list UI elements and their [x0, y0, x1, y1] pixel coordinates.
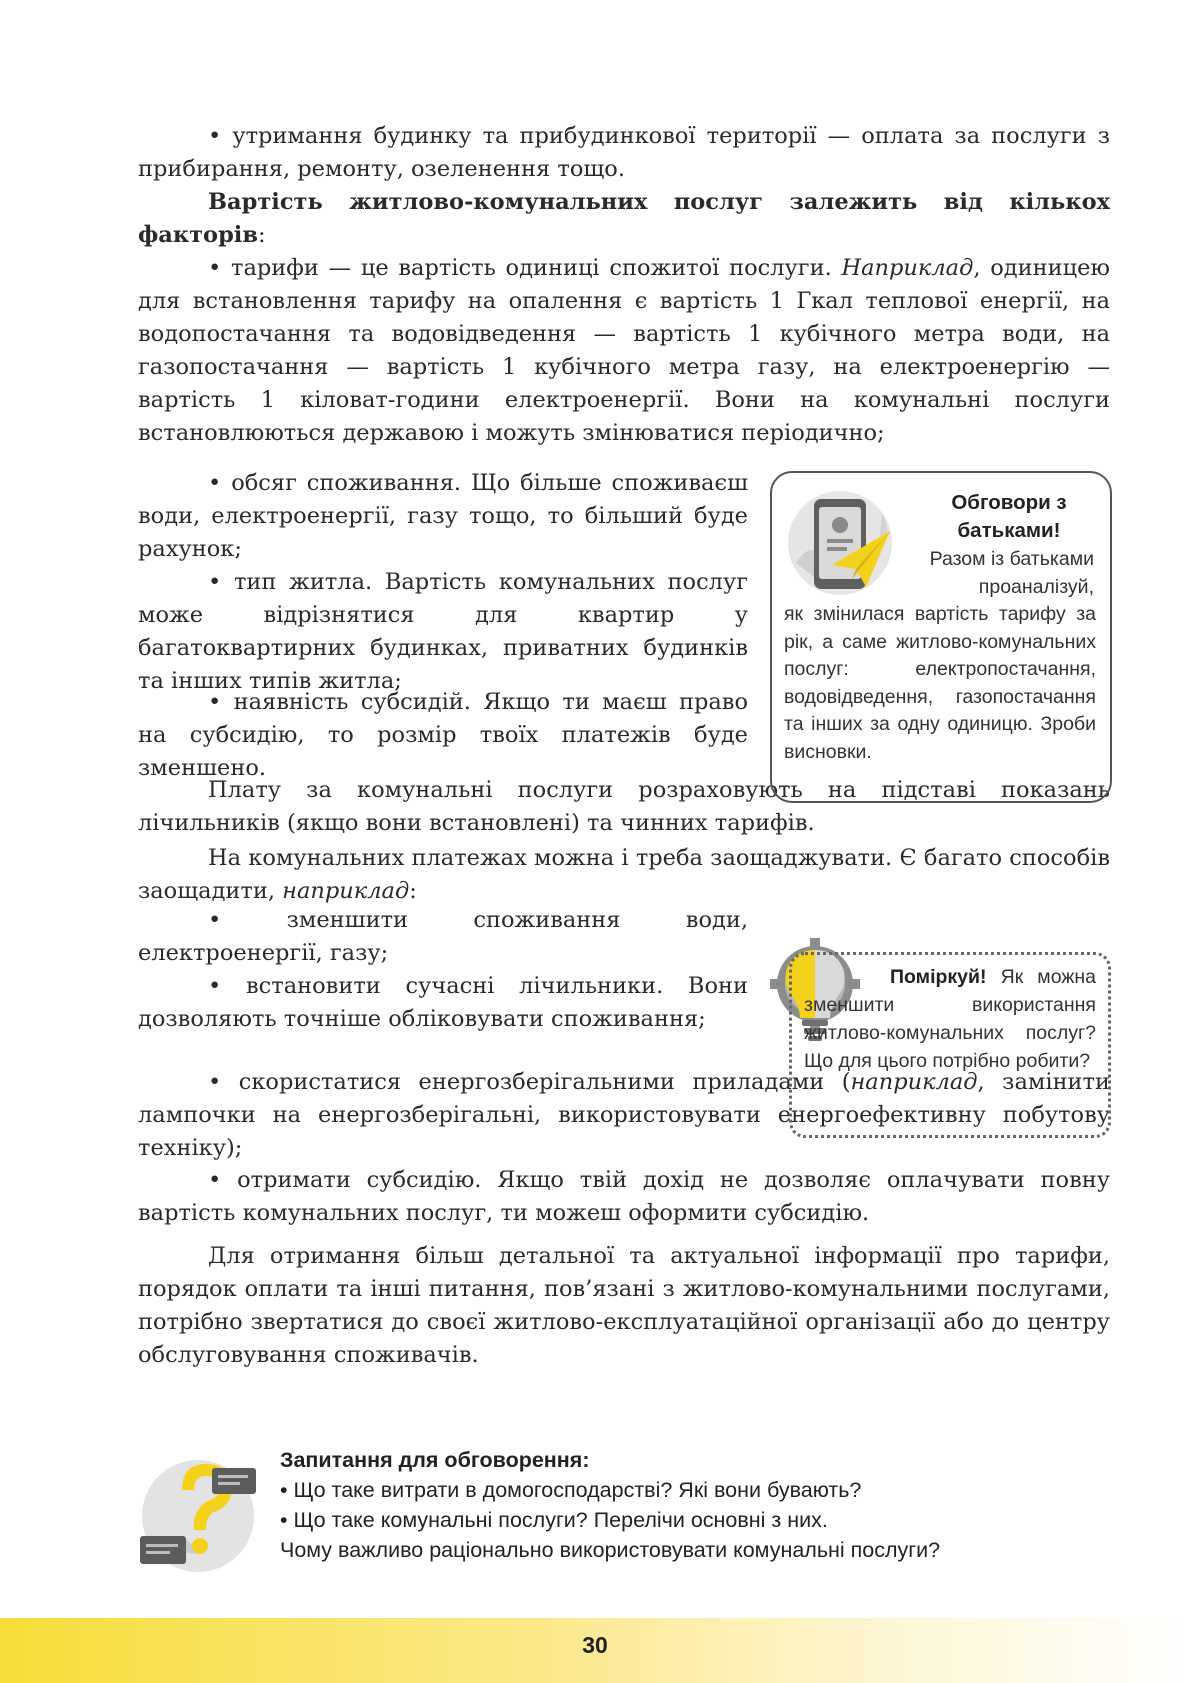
think-body: [804, 963, 1096, 1075]
think-head: [804, 966, 1096, 1016]
discussion-questions: [280, 1445, 1110, 1565]
save-example-word: наприклад: [282, 878, 410, 904]
questions-title: Запитання для обговорення:: [280, 1448, 590, 1472]
phone-paper-plane-icon: [782, 483, 902, 603]
paragraph-upkeep: • утримання будинку та прибудинкової території — оплата за послуги з прибирання, ремонту, озеленення тощо.: [138, 123, 1110, 182]
discuss-body: як змінилася вартість тарифу за рік, а саме житлово-комунальних послуг: електропостачання, водовідведення, газопостачання та інших за одну одиницю. Зроби висновки.: [784, 603, 1096, 763]
question-item: • Що таке витрати в домогосподарстві? Які вони бувають?: [280, 1478, 862, 1502]
question-item: • Що таке комунальні послуги? Перелічи основні з них.: [280, 1508, 828, 1532]
tariffs-example-word: Наприклад: [841, 255, 974, 281]
discuss-title: Обговори з батьками!: [951, 491, 1067, 542]
energy-example-word: наприклад: [850, 1069, 978, 1095]
tariffs-text: • тарифи — це вартість одиниці спожитої послуги.: [208, 255, 842, 281]
question-mark-chat-icon: [138, 1450, 258, 1575]
paragraph-factors-intro: [138, 186, 1110, 252]
paragraph-tariffs: [138, 252, 1110, 450]
energy-saving-text-rest: , замінити лампочки на енергозберігальні, використовувати енергоефективну побутову техніку);: [138, 1069, 1110, 1161]
save-colon: :: [409, 878, 417, 904]
paragraph-more-info: Для отримання більш детальної та актуальної інформації про тарифи, порядок оплати та інші питання, пов’язані з житлово-комунальними послугами, потрібно звертатися до своєї житлово-експлуатаційної організації або до центру обслуговування споживачів.: [138, 1243, 1110, 1368]
paragraph-reduce-consumption: • зменшити споживання води, електроенергії, газу;: [138, 907, 748, 966]
paragraph-housing-type: • тип житла. Вартість комунальних послуг може відрізнятися для квартир у багатоквартирних будинках, приватних будинків та інших типів житла;: [138, 569, 748, 694]
page-number: 30: [582, 1632, 608, 1658]
question-item: Чому важливо раціонально використовувати комунальні послуги?: [280, 1538, 941, 1562]
factors-heading: Вартість житлово-комунальних послуг залежить від кількох факторів: [138, 189, 1110, 248]
paragraph-consumption: • обсяг споживання. Що більше споживаєш води, електроенергії, газу тощо, то більший буде рахунок;: [138, 470, 748, 562]
paragraph-save-intro: [138, 842, 1110, 908]
tariffs-text-rest: , одиницею для встановлення тарифу на опалення є вартість 1 Гкал теплової енергії, на водопостачання та водовідведення — вартість 1 кубічного метра води, на газопостачання — вартість 1 кубічного метра газу, на електроенергію — вартість 1 кіловат-години електроенергії. Вони на комунальні послуги встановлюються державою і можуть змінюватися періодично;: [138, 255, 1110, 446]
think-question-rest: житлово-комунальних послуг? Що для цього потрібно робити?: [804, 1022, 1096, 1072]
think-box: [789, 952, 1111, 1138]
paragraph-meters: • встановити сучасні лічильники. Вони дозволяють точніше обліковувати споживання;: [138, 973, 748, 1032]
paragraph-get-subsidy: • отримати субсидію. Якщо твій дохід не дозволяє оплачувати повну вартість комунальних послуг, ти можеш оформити субсидію.: [138, 1167, 1110, 1226]
paragraph-subsidies: • наявність субсидій. Якщо ти маєш право на субсидію, то розмір твоїх платежів буде зменшено.: [138, 689, 748, 781]
save-intro-text: На комунальних платежах можна і треба заощаджувати. Є багато способів заощадити,: [138, 845, 1110, 904]
factors-colon: :: [257, 222, 266, 248]
energy-saving-text: • скористатися енергозберігальними приладами (: [208, 1069, 851, 1095]
paragraph-meter-readings: Плату за комунальні послуги розраховують на підставі показань лічильників (якщо вони встановлені) та чинних тарифів.: [138, 777, 1110, 836]
discuss-with-parents-box: [770, 471, 1112, 803]
think-title: Поміркуй!: [890, 966, 987, 988]
think-question-start: Як можна зменшити використання: [804, 966, 1096, 1016]
discuss-intro: Разом із батьками проаналізуй,: [929, 548, 1094, 598]
